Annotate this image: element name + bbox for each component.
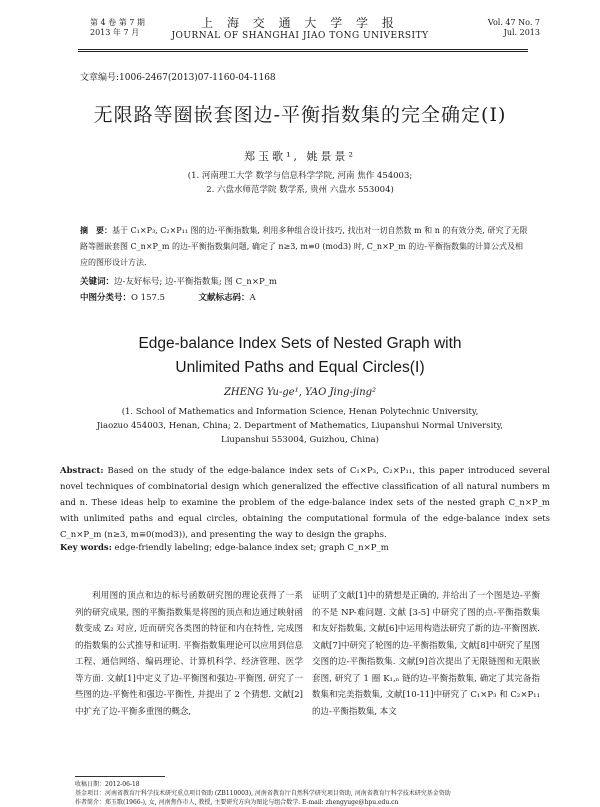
affiliation-en-3: Liupanshui 553004, Guizhou, China): [221, 435, 379, 445]
authors-cn: 郑玉歌¹, 姚景景²: [244, 150, 356, 163]
affiliation-cn-1: (1. 河南理工大学 数学与信息科学学院, 河南 焦作 454003;: [187, 171, 413, 181]
keywords-cn-label: 关键词：: [80, 277, 115, 287]
title-en: [0, 332, 600, 380]
title-en-line-1: Edge-balance Index Sets of Nested Graph with: [138, 335, 462, 352]
date-en: Jul. 2013: [503, 28, 540, 37]
body-column-left: 利用图的顶点和边的标号函数研究图的理论获得了一系列的研究成果, 图的平衡指数集是将图的顶点和边通过映射函数变成 Z₂ 对应, 近而研究各类图的特征和内在特性, 完成图的指数集的公式推导和证明. 平衡指数集理论可以应用到信息工程、通信网络、编码理论、计算机科学、经济管理、医学等方面. 文献[1]中定义了边-平衡图和强边-平衡图, 研究了一些图的边-平衡性和强边-平衡性, 并提出了 2 个猜想. 文献[2]中扩充了边-平衡多重图的概念,: [75, 591, 303, 717]
abstract-en: [60, 463, 550, 543]
footnote-rule: [75, 776, 165, 777]
keywords-en-text: edge-friendly labeling; edge-balance index set; graph C_n×P_m: [114, 543, 389, 553]
abstract-cn-label: 摘 要：: [80, 225, 112, 235]
abstract-cn: [80, 222, 530, 271]
header-rule: [78, 49, 528, 50]
doc-code-label: 文献标志码：: [198, 293, 250, 303]
affiliation-en-1: (1. School of Mathematics and Information Science, Henan Polytechnic University,: [121, 407, 479, 417]
article-number: 文章编号:1006-2467(2013)07-1160-04-1168: [80, 73, 276, 83]
affiliation-cn-2: 2. 六盘水师范学院 数学系, 贵州 六盘水 553004): [206, 185, 394, 195]
clc-label: 中图分类号：: [80, 293, 132, 303]
header-rule-double: [78, 51, 528, 52]
date-cn: 2013 年 7 月: [90, 28, 140, 37]
volume-en: Vol. 47 No. 7: [487, 18, 540, 27]
body-column-right: 证明了文献[1]中的猜想是正确的, 并给出了一个图是边-平衡的不是 NP-难问题. 文献 [3-5] 中研究了图的点-平衡指数集和友好指数集, 文献[6]中运用构造法研究了新的边-平衡图族. 文献[7]中研究了轮图的边-平衡指数集, 文献[8]中研究了星图交图的边-平衡指数集. 文献[9]首次提出了无限链图和无限嵌套图, 研究了 1 圈 K₁,ₙ 链的边-平衡指数集, 确定了其完备指数集和完美指数集, 文献[10-11]中研究了 C₁×P₃ 和 C₂×P₁₁ 的边-平衡指数集, 本文: [312, 591, 540, 717]
journal-name-cn: 上 海 交 通 大 学 学 报: [201, 16, 399, 30]
classification: [80, 290, 277, 306]
doc-code-value: A: [249, 293, 256, 303]
keywords-en: [60, 543, 550, 553]
volume-cn: 第 4 卷 第 7 期: [90, 18, 145, 27]
abstract-en-label: Abstract:: [60, 466, 104, 476]
abstract-en-text: Based on the study of the edge-balance index sets of C₁×P₃, C₂×P₁₁, this paper introduced several novel techniques of combinatorial design which generalized the effective classification of all natural numbers m and n. These ideas help to examine the problem of the edge-balance index sets of the nested graph C_n×P_m with unlimited paths and equal circles, obtaining the computational formula of the edge-balance index sets C_n×P_m (n≥3, m≡0(mod3)), and presenting the way to design the graphs.: [60, 466, 550, 540]
affiliations-cn: [0, 169, 600, 197]
title-cn: 无限路等圈嵌套图边-平衡指数集的完全确定(Ⅰ): [93, 104, 507, 126]
authors-en: ZHENG Yu-ge¹, YAO Jing-jing²: [223, 387, 377, 398]
journal-header: [0, 10, 600, 50]
issue-info-en: [488, 18, 540, 38]
affiliations-en: [0, 405, 600, 447]
footnote-funding: 基金项目：河南省教育厅科学技术研究重点项目资助 (ZB110003), 河南省教育厅自然科学研究项目资助, 河南省教育厅科学技术研究基金资助: [75, 790, 451, 797]
keywords-en-label: Key words:: [60, 543, 112, 553]
clc-value: O 157.5: [131, 293, 166, 303]
footnote-author-bio: 作者简介：郑玉歌(1966-), 女, 河南焦作市人, 教授, 主要研究方向为图论与组合数学. E-mail: zhengyuge@hpu.edu.cn: [75, 799, 399, 806]
keywords-cn: [80, 274, 277, 290]
footnote: [75, 780, 545, 807]
affiliation-en-2: Jiaozuo 454003, Henan, China; 2. Department of Mathematics, Liupanshui Normal University,: [96, 421, 504, 431]
keywords-cn-text: 边-友好标号; 边-平衡指数集; 图 C_n×P_m: [114, 277, 277, 287]
title-en-line-2: Unlimited Paths and Equal Circles(Ⅰ): [175, 359, 425, 376]
footnote-received: 收稿日期：2012-06-18: [75, 781, 140, 788]
metadata-cn: [80, 274, 277, 306]
abstract-cn-text: 基于 C₁×P₃, C₂×P₁₁ 图的边-平衡指数集, 利用多种组合设计技巧, 找出对一切自然数 m 和 n 的有效分类, 研究了无限路等圈嵌套图 C_n×P_m 的边-平衡指数集问题, 确定了 n≥3, m≡0 (mod3) 时, C_n×P_m 的边-平衡指数集的计算公式及相应的图形设计方法.: [80, 226, 528, 267]
journal-name-en: JOURNAL OF SHANGHAI JIAO TONG UNIVERSITY: [171, 31, 429, 41]
